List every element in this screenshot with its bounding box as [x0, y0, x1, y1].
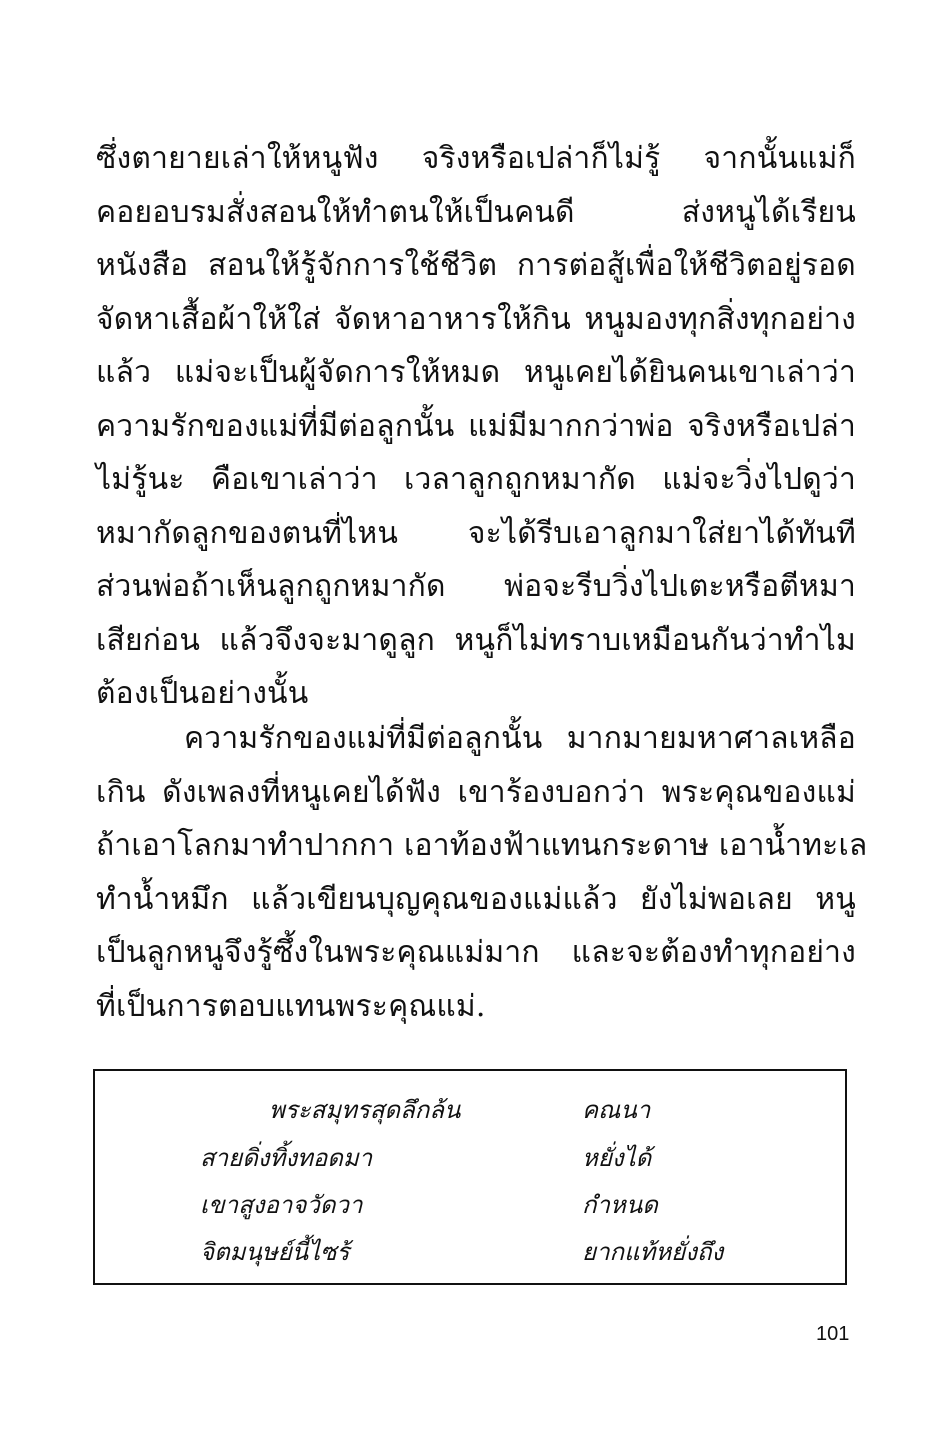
text-line: ถ้าเอาโลกมาทำปากกา เอาท้องฟ้าแทนกระดาษ เอาน้ำทะเล [96, 828, 868, 863]
page-number: 101 [816, 1323, 850, 1345]
poem-line-left: สายดิ่งทิ้งทอดมา [200, 1144, 373, 1172]
text-line: ที่เป็นการตอบแทนพระคุณแม่. [96, 988, 486, 1024]
text-line: จัดหาเสื้อผ้าให้ใส่ จัดหาอาหารให้กิน หนูมองทุกสิ่งทุกอย่าง [96, 301, 856, 337]
text-line: เกิน ดังเพลงที่หนูเคยได้ฟัง เขาร้องบอกว่า พระคุณของแม่ [96, 774, 856, 810]
poem-line-right: คณนา [582, 1096, 651, 1124]
poem-box [93, 1069, 847, 1285]
text-line: คอยอบรมสั่งสอนให้ทำตนให้เป็นคนดี ส่งหนูได้เรียน [96, 194, 856, 230]
text-line: เป็นลูกหนูจึงรู้ซึ้งในพระคุณแม่มาก และจะต้องทำทุกอย่าง [96, 935, 856, 970]
text-line: หนังสือ สอนให้รู้จักการใช้ชีวิต การต่อสู้เพื่อให้ชีวิตอยู่รอด [96, 248, 856, 283]
text-line: เสียก่อน แล้วจึงจะมาดูลูก หนูก็ไม่ทราบเหมือนกันว่าทำไม [96, 622, 856, 658]
paragraph-2 [96, 712, 868, 1033]
text-line: ความรักของแม่ที่มีต่อลูกนั้น แม่มีมากกว่าพ่อ จริงหรือเปล่า [96, 408, 856, 444]
paragraph-1 [96, 132, 856, 721]
poem-line-left: พระสมุทรสุดลึกล้น [269, 1096, 461, 1124]
poem-line-right: หยั่งได้ [582, 1144, 652, 1172]
text-line: ส่วนพ่อถ้าเห็นลูกถูกหมากัด พ่อจะรีบวิ่งไปเตะหรือตีหมา [96, 569, 856, 604]
poem-line-left: เขาสูงอาจวัดวา [200, 1191, 363, 1219]
text-line: ไม่รู้นะ คือเขาเล่าว่า เวลาลูกถูกหมากัด แม่จะวิ่งไปดูว่า [96, 462, 856, 497]
text-line: ซึ่งตายายเล่าให้หนูฟัง จริงหรือเปล่าก็ไม่รู้ จากนั้นแม่ก็ [96, 141, 856, 176]
text-line: หมากัดลูกของตนที่ไหน จะได้รีบเอาลูกมาใส่ยาได้ทันที [96, 515, 856, 551]
text-line: แล้ว แม่จะเป็นผู้จัดการให้หมด หนูเคยได้ยินคนเขาเล่าว่า [96, 355, 856, 390]
poem-line-left: จิตมนุษย์นี้ไซร้ [200, 1238, 350, 1266]
text-line: ต้องเป็นอย่างนั้น [96, 676, 309, 711]
poem-line-right: กำหนด [582, 1191, 658, 1219]
poem-line-right: ยากแท้หยั่งถึง [582, 1238, 724, 1266]
text-line: ความรักของแม่ที่มีต่อลูกนั้น มากมายมหาศาลเหลือ [184, 721, 856, 756]
text-line: ทำน้ำหมึก แล้วเขียนบุญคุณของแม่แล้ว ยังไม่พอเลย หนู [96, 881, 856, 917]
